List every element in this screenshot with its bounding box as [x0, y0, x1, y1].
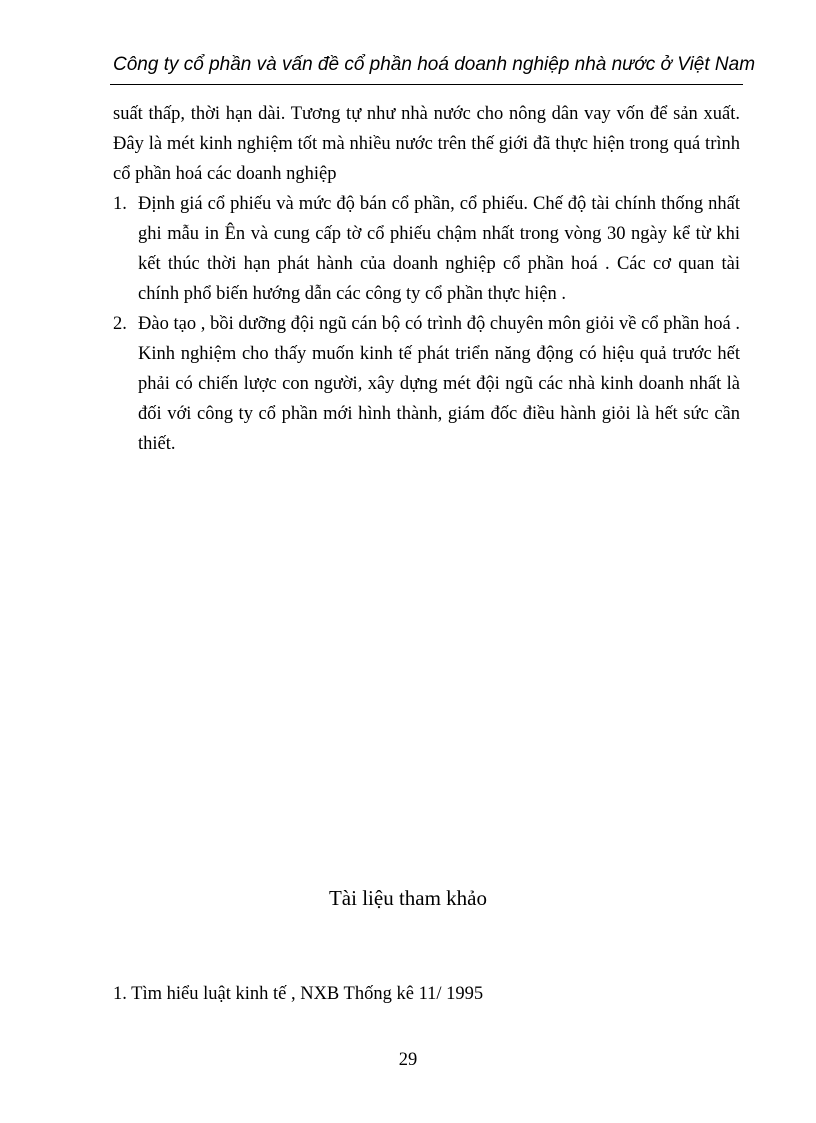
item-number: 1. [113, 194, 127, 214]
item-text: Đào tạo , bồi dưỡng đội ngũ cán bộ có trình độ chuyên môn giỏi về cổ phần hoá . Kinh nghiệm cho thấy muốn kinh tế phát triển năng động có hiệu quả trước hết phải có chiến lược con người, xây dựng mét đội ngũ các nhà kinh doanh nhất là đối với công ty cổ phần mới hình thành, giám đốc điều hành giỏi là hết sức cần thiết. [138, 314, 740, 454]
running-header: Công ty cổ phần và vấn đề cổ phần hoá doanh nghiệp nhà nước ở Việt Nam [113, 54, 756, 75]
item-number: 2. [113, 314, 127, 334]
numbered-item-1 [113, 189, 740, 309]
page-number: 29 [398, 1050, 418, 1070]
header-divider [110, 84, 743, 85]
intro-paragraph: suất thấp, thời hạn dài. Tương tự như nhà nước cho nông dân vay vốn để sản xuất. Đây là mét kinh nghiệm tốt mà nhiều nước trên thế giới đã thực hiện trong quá trình cổ phần hoá các doanh nghiệp [113, 104, 740, 184]
numbered-item-2 [113, 309, 740, 459]
references-heading: Tài liệu tham khảo [328, 886, 488, 910]
item-text: Định giá cổ phiếu và mức độ bán cổ phần, cổ phiếu. Chế độ tài chính thống nhất ghi mẫu in Ên và cung cấp tờ cổ phiếu chậm nhất trong vòng 30 ngày kể từ khi kết thúc thời hạn phát hành của doanh nghiệp cổ phần hoá . Các cơ quan tài chính phổ biến hướng dẫn các công ty cổ phần thực hiện . [138, 194, 740, 304]
reference-item: 1. Tìm hiểu luật kinh tế , NXB Thống kê 11/ 1995 [113, 984, 484, 1004]
body-text [113, 99, 740, 459]
